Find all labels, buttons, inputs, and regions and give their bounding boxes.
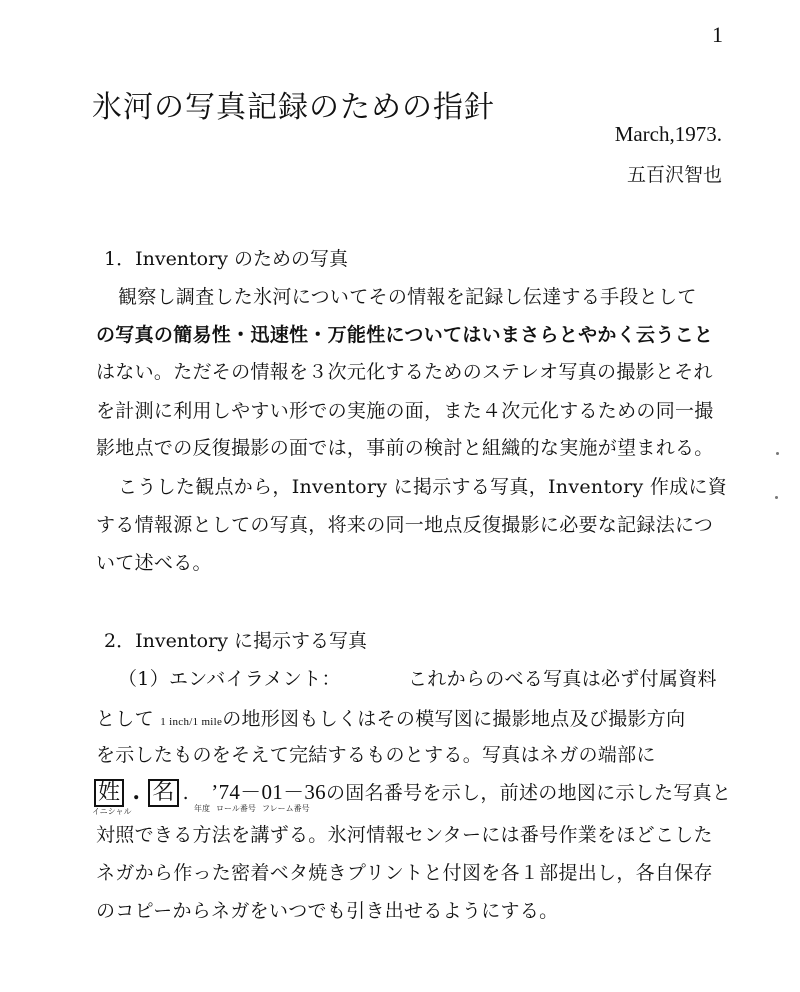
section-1-line: はない。ただその情報を３次元化するためのステレオ写真の撮影とそれ <box>96 361 713 383</box>
section-2-heading: 2．Inventory に掲示する写真 <box>104 630 367 652</box>
section-2-line-7: のコピーからネガをいつでも引き出せるようにする。 <box>96 900 559 922</box>
initial-box-surname: 姓 <box>94 779 124 807</box>
document-author: 五百沢智也 <box>626 164 722 186</box>
section-1-line: 観察し調査した氷河についてその情報を記録し伝達する手段として <box>118 286 697 308</box>
section-1-line: 影地点での反復撮影の面では，事前の検討と組織的な実施が望まれる。 <box>96 437 714 459</box>
annotation-frame: フレーム番号 <box>262 804 310 813</box>
section-1-line: の写真の簡易性・迅速性・万能性についてはいまさらとやかく云うこと <box>96 324 714 346</box>
section-1-line: こうした観点から，Inventory に掲示する写真，Inventory 作成に資 <box>118 476 728 498</box>
scan-speck <box>776 452 779 455</box>
scan-speck <box>775 496 778 499</box>
section-2-code-line: 姓 . 名 . ’74－01－36の固名番号を示し，前述の地図に示した写真と <box>94 776 731 807</box>
map-scale-unit: 1 inch/1 mile <box>160 716 223 728</box>
code-line-rest: の固名番号を示し，前述の地図に示した写真と <box>325 782 732 804</box>
page-number: 1 <box>712 22 723 47</box>
section-2-line-6: ネガから作った密着ベタ焼きプリントと付図を各１部提出し，各自保存 <box>96 862 713 884</box>
film-code-number: ’74－01－36 <box>211 780 326 804</box>
section-1-heading: 1．Inventory のための写真 <box>104 248 348 270</box>
initial-box-givenname: 名 <box>148 779 178 807</box>
annotation-year: 年度 <box>194 804 210 813</box>
section-1-line: する情報源としての写真，将来の同一地点反復撮影に必要な記録法につ <box>96 514 714 536</box>
section-2-line-3: を示したものをそえて完結するものとする。写真はネガの端部に <box>96 744 656 766</box>
section-2-item-label: （1）エンバイラメント： <box>118 668 341 690</box>
annotation-initial: イニシャル <box>92 807 132 816</box>
section-1-line: いて述べる。 <box>96 552 212 574</box>
document-date: March,1973. <box>614 122 722 146</box>
separator-dot: . <box>132 779 141 805</box>
line-2-prefix: として <box>96 708 161 730</box>
section-2-item-text: これからのべる写真は必ず付属資料 <box>408 668 717 690</box>
document-title: 氷河の写真記録のための指針 <box>92 90 495 125</box>
annotation-roll: ロール番号 <box>216 804 256 813</box>
section-2-line-5: 対照できる方法を講ずる。氷河情報センターには番号作業をほどこした <box>96 824 713 846</box>
section-2-line-2 <box>96 704 685 731</box>
section-1-line: を計測に利用しやすい形での実施の面，また４次元化するための同一撮 <box>96 400 714 422</box>
line-2-suffix: の地形図もしくはその模写図に撮影地点及び撮影方向 <box>222 708 686 730</box>
